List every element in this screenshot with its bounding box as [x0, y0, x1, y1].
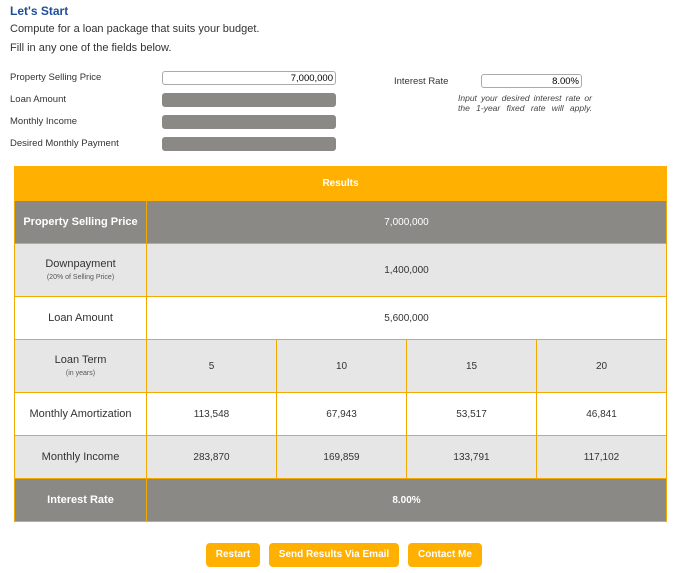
interest-rate-value: 8.00%: [147, 479, 667, 522]
table-row: [15, 436, 667, 479]
monthly-income-cell: 133,791: [407, 436, 537, 479]
loan-term-cell: 10: [277, 340, 407, 393]
restart-button[interactable]: Restart: [206, 543, 260, 567]
interest-rate-input[interactable]: [481, 74, 582, 88]
loan-amount-row-label: Loan Amount: [15, 297, 147, 340]
monthly-income-cell: 283,870: [147, 436, 277, 479]
property-price-value: 7,000,000: [147, 201, 667, 244]
send-email-button[interactable]: Send Results Via Email: [269, 543, 399, 567]
table-row: [15, 393, 667, 436]
monthly-income-cell: 117,102: [537, 436, 667, 479]
loan-term-cell: 20: [537, 340, 667, 393]
interest-rate-row-label: Interest Rate: [15, 479, 147, 522]
property-price-row-label: Property Selling Price: [15, 201, 147, 244]
downpayment-value: 1,400,000: [147, 244, 667, 297]
downpayment-row-label: [15, 244, 147, 297]
results-title: Results: [15, 167, 667, 201]
property-price-label: Property Selling Price: [10, 72, 102, 83]
property-price-input[interactable]: [162, 71, 336, 85]
monthly-income-row-label: Monthly Income: [15, 436, 147, 479]
table-row: [15, 297, 667, 340]
monthly-income-label: Monthly Income: [10, 116, 78, 127]
instruction-text: Fill in any one of the fields below.: [10, 42, 172, 54]
downpayment-label: Downpayment: [45, 258, 116, 270]
results-header-row: [15, 167, 667, 201]
table-row: [15, 201, 667, 244]
intro-text: Compute for a loan package that suits your budget.: [10, 23, 260, 35]
interest-rate-note: Input your desired interest rate or the 1-year fixed rate will apply.: [458, 93, 592, 113]
page-title: Let's Start: [10, 4, 69, 18]
monthly-amortization-cell: 67,943: [277, 393, 407, 436]
interest-rate-label: Interest Rate: [394, 76, 449, 87]
loan-term-row-label: [15, 340, 147, 393]
results-table: [14, 166, 667, 522]
loan-amount-label: Loan Amount: [10, 94, 66, 105]
table-row: [15, 340, 667, 393]
table-row: [15, 244, 667, 297]
desired-payment-input[interactable]: [162, 137, 336, 151]
loan-term-sublabel: (in years): [65, 370, 96, 377]
contact-me-button[interactable]: Contact Me: [408, 543, 482, 567]
monthly-amortization-cell: 53,517: [407, 393, 537, 436]
loan-amount-value: 5,600,000: [147, 297, 667, 340]
table-row: [15, 479, 667, 522]
downpayment-sublabel: (20% of Selling Price): [46, 274, 115, 281]
monthly-amortization-cell: 113,548: [147, 393, 277, 436]
loan-term-cell: 5: [147, 340, 277, 393]
loan-term-label: Loan Term: [54, 354, 107, 366]
loan-amount-input[interactable]: [162, 93, 336, 107]
desired-payment-label: Desired Monthly Payment: [10, 138, 119, 149]
loan-term-cell: 15: [407, 340, 537, 393]
monthly-income-cell: 169,859: [277, 436, 407, 479]
monthly-amortization-row-label: Monthly Amortization: [15, 393, 147, 436]
monthly-income-input[interactable]: [162, 115, 336, 129]
monthly-amortization-cell: 46,841: [537, 393, 667, 436]
